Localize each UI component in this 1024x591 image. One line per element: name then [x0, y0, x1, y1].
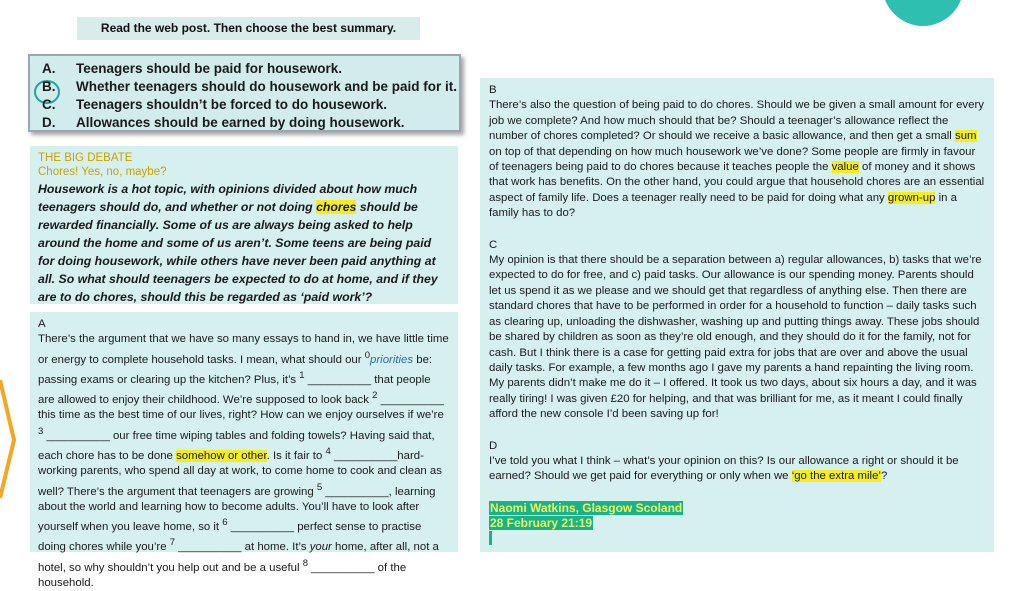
- section-a-panel: [30, 312, 458, 589]
- blank-3[interactable]: __________: [43, 429, 110, 442]
- debate-intro-panel: [30, 146, 458, 304]
- instruction-banner: Read the web post. Then choose the best summary.: [77, 17, 420, 40]
- blank-4[interactable]: __________: [330, 449, 398, 462]
- highlight-value: value: [831, 161, 859, 174]
- section-b-text: There’s also the question of being paid to do chores. Should we be given a small amount for every job we complete? And how much should that be? Should a teenager’s allowance reflect the number of chores completed? Or should we receive a basic allowance, and then get a small sum on top of that depending on how much housework we’ve done? Some people are firmly in favour of teenagers being paid to do chores because it teaches people the value of money and it shows that work has benefits. On the other hand, you could argue that household chores are an essential aspect of family life. Does a teenager really need to be paid for doing what any grown-up in a family has to do?: [489, 99, 985, 220]
- option-b[interactable]: B. Whether teenagers should do housework and be paid for it.: [42, 79, 458, 94]
- section-a-text: There’s the argument that we have so many essays to hand in, we have little time or energy to complete household tasks. I mean, what should our $^0$priorities be: passing exams or clearing up the kitchen? Plus, it’s $^1$ __________ that people are allowed to enjoy their childhood. We’re supposed to look back $^2$ __________ this time as the best time of our lives, right? How can we enjoy ourselves if we’re $^3$ __________ our free time wiping tables and folding towels? Having said that, each chore has to be done somehow or other. Is it fair to $^4$ __________hard-working parents, who spend all day at work, to come home to cook and clean as well? There’s the argument that teenagers are growing $^5$ __________, learning about the world and learning how to become adults. You’ll have to look after yourself when you leave home, so it $^6$ __________ perfect sense to practise doing chores while you’re $^7$ __________ at home. It’s your home, after all, not a hotel, so why shouldn’t you help out and be a useful $^8$ __________ of the household.: [38, 333, 449, 589]
- option-d[interactable]: D. Allowances should be earned by doing housework.: [42, 115, 405, 130]
- section-c-text: My opinion is that there should be a separation between a) regular allowances, b) tasks that we’re expected to do for free, and c) paid tasks. Our allowance is our spending money. Parents should let us spend it as we please and we should get that regardless of anything else. Then there are standard chores that have to be performed in order for a household to function – daily tasks such as clearing up, unloading the dishwasher, washing up and putting things away. These jobs should be shared by children as soon as they’re old enough, and they should do it for the family, not for cash. But I think there is a case for getting paid extra for jobs that are over and above the usual daily tasks. For example, a few months ago I gave my parents a hand repainting the living room. My parents didn’t make me do it – I offered. It took us two days, about six hours a day, and it was really tiring! I was given £20 for helping, and that was brilliant for me, as it meant I could finally afford the new console I’d been saving up for!: [489, 254, 982, 421]
- highlight-grown-up: grown-up: [887, 191, 936, 204]
- blank-5[interactable]: __________: [322, 485, 389, 498]
- answer-options-box: [28, 54, 461, 132]
- sections-bcd-panel: [480, 78, 994, 552]
- option-a[interactable]: A. Teenagers should be paid for housework.: [42, 61, 343, 76]
- section-d-text: I’ve told you what I think – what’s your opinion on this? Is our allowance a right or should it be earned? Should we get paid for everything or only when we ‘go the extra mile’?: [489, 454, 959, 483]
- blank-1[interactable]: __________: [304, 373, 372, 386]
- debate-subheading: Chores! Yes, no, maybe?: [38, 166, 167, 178]
- option-c[interactable]: C. Teenagers shouldn’t be forced to do housework.: [42, 97, 388, 112]
- blank-7[interactable]: __________: [175, 541, 242, 554]
- blank-2[interactable]: __________: [377, 394, 444, 407]
- debate-body: Housework is a hot topic, with opinions divided about how much teenagers should do, and whether or not doing chores should be rewarded financially. Some of us are always being asked to help around the home and some of us aren’t. Some teens are being paid for doing housework, while others have never been paid anything at all. So what should teenagers be expected to do at home, and if they are to do chores, should this be regarded as ‘paid work’?: [38, 182, 438, 304]
- text-cursor: [489, 531, 985, 550]
- decorative-orange-lines: [0, 380, 20, 500]
- highlight-somehow: somehow or other: [176, 449, 267, 462]
- signature-date: 28 February 21:19: [490, 515, 593, 530]
- section-b-label: B: [489, 84, 497, 96]
- decorative-teal-circle: [882, 0, 964, 26]
- section-a-label: A: [38, 318, 46, 330]
- debate-heading: THE BIG DEBATE: [38, 152, 133, 164]
- section-c-label: C: [489, 238, 498, 251]
- section-d-label: D: [489, 439, 498, 452]
- highlight-sum: sum: [955, 130, 977, 143]
- highlight-extra-mile: ‘go the extra mile’: [791, 470, 881, 483]
- blank-8[interactable]: __________: [308, 561, 375, 574]
- blank-6[interactable]: __________: [227, 521, 295, 534]
- signature-name: Naomi Watkins, Glasgow Scoland: [490, 500, 683, 515]
- highlight-chores: chores: [316, 200, 357, 214]
